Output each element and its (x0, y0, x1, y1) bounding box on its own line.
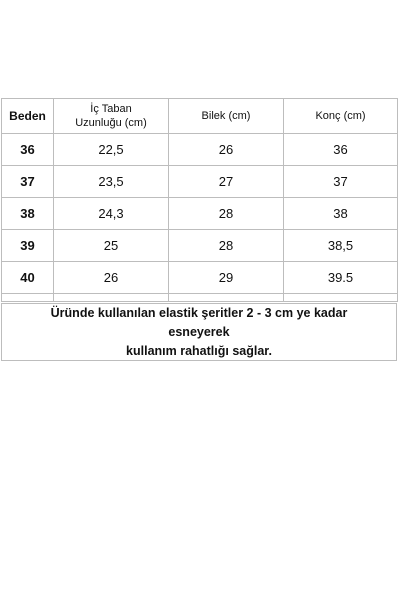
cell-insole: 23,5 (54, 166, 169, 198)
cell-calf: 39.5 (284, 262, 398, 294)
cell-insole: 22,5 (54, 134, 169, 166)
cell-ankle: 29 (169, 262, 284, 294)
note-text (29, 304, 369, 361)
note-line-2: kullanım rahatlığı sağlar. (126, 343, 272, 358)
spacer-cell (284, 294, 398, 302)
size-chart-table (1, 98, 398, 302)
table-row (2, 198, 398, 230)
cell-size: 39 (2, 230, 54, 262)
header-insole-length (54, 99, 169, 134)
cell-calf: 36 (284, 134, 398, 166)
table-row (2, 262, 398, 294)
spacer-cell (2, 294, 54, 302)
header-insole-line1: İç Taban (90, 103, 132, 115)
header-calf: Konç (cm) (284, 99, 398, 134)
cell-size: 37 (2, 166, 54, 198)
cell-calf: 38 (284, 198, 398, 230)
header-insole-line2: Uzunluğu (cm) (75, 117, 147, 129)
elastic-band-note (1, 303, 397, 361)
spacer-cell (169, 294, 284, 302)
note-line-1: Üründe kullanılan elastik şeritler 2 - 3 cm ye kadar esneyerek (50, 305, 348, 339)
cell-calf: 37 (284, 166, 398, 198)
cell-insole: 25 (54, 230, 169, 262)
cell-ankle: 26 (169, 134, 284, 166)
cell-size: 38 (2, 198, 54, 230)
cell-calf: 38,5 (284, 230, 398, 262)
header-size: Beden (2, 99, 54, 134)
table-row (2, 230, 398, 262)
spacer-cell (54, 294, 169, 302)
cell-ankle: 27 (169, 166, 284, 198)
header-ankle: Bilek (cm) (169, 99, 284, 134)
cell-ankle: 28 (169, 230, 284, 262)
cell-size: 36 (2, 134, 54, 166)
table-row (2, 134, 398, 166)
cell-insole: 24,3 (54, 198, 169, 230)
cell-size: 40 (2, 262, 54, 294)
cell-insole: 26 (54, 262, 169, 294)
cell-ankle: 28 (169, 198, 284, 230)
table-row (2, 166, 398, 198)
table-header-row (2, 99, 398, 134)
table-spacer-row (2, 294, 398, 302)
